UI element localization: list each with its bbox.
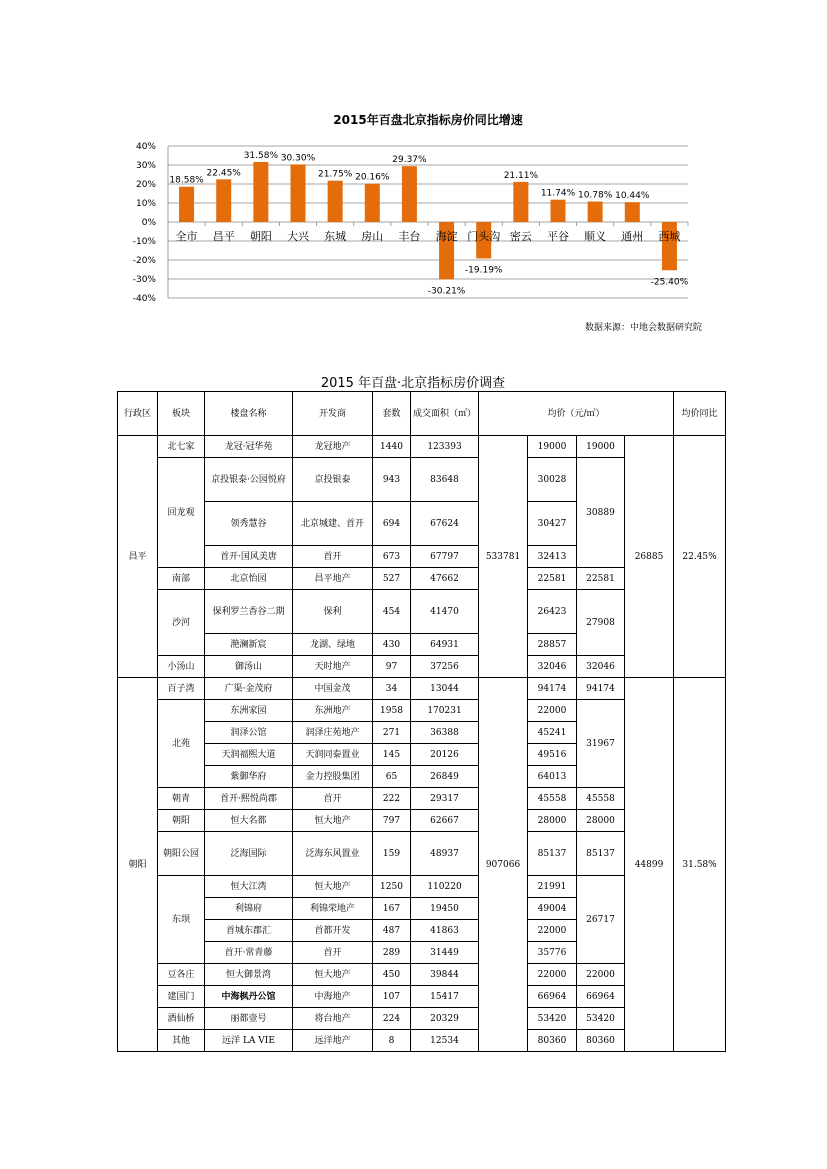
data-label: 21.75% (317, 169, 353, 180)
price-cell: 32413 (528, 546, 577, 568)
data-label: 21.11% (503, 170, 539, 181)
data-label: 10.78% (577, 190, 613, 201)
units-cell: 107 (373, 986, 411, 1008)
units-cell: 1958 (373, 700, 411, 722)
project-cell: 首开·熙悦尚郡 (205, 788, 293, 810)
units-cell: 430 (373, 634, 411, 656)
units-cell: 673 (373, 546, 411, 568)
bar (179, 187, 194, 222)
project-cell: 恒大御景湾 (205, 964, 293, 986)
project-cell: 龙冠·冠华苑 (205, 436, 293, 458)
area-cell: 20329 (411, 1008, 479, 1030)
header-price: 均价（元/㎡） (479, 392, 674, 436)
block-cell: 百子湾 (158, 678, 205, 700)
project-cell: 天润福熙大道 (205, 744, 293, 766)
developer-cell: 润泽庄苑地产 (293, 722, 373, 744)
units-cell: 8 (373, 1030, 411, 1052)
block-cell: 回龙观 (158, 458, 205, 568)
price-cell: 80360 (528, 1030, 577, 1052)
district-avg-cell: 44899 (625, 678, 674, 1052)
block-cell: 南部 (158, 568, 205, 590)
area-cell: 64931 (411, 634, 479, 656)
block-cell: 沙河 (158, 590, 205, 656)
block-cell: 其他 (158, 1030, 205, 1052)
developer-cell: 金力控股集团 (293, 766, 373, 788)
block-avg-cell: 66964 (577, 986, 625, 1008)
y-tick-label: -20% (132, 256, 156, 266)
project-cell: 首城东郡汇 (205, 920, 293, 942)
price-cell: 28000 (528, 810, 577, 832)
units-cell: 450 (373, 964, 411, 986)
area-cell: 26849 (411, 766, 479, 788)
units-cell: 34 (373, 678, 411, 700)
project-cell: 保利罗兰香谷二期 (205, 590, 293, 634)
data-label: 31.58% (243, 150, 279, 161)
developer-cell: 远洋地产 (293, 1030, 373, 1052)
yoy-cell: 31.58% (674, 678, 726, 1052)
category-label: 海淀 (435, 230, 458, 243)
price-cell: 22000 (528, 700, 577, 722)
units-cell: 1440 (373, 436, 411, 458)
bar (216, 179, 231, 222)
price-cell: 64013 (528, 766, 577, 788)
block-avg-cell: 31967 (577, 700, 625, 788)
header-block: 板块 (158, 392, 205, 436)
price-cell: 30427 (528, 502, 577, 546)
bar (402, 166, 417, 222)
category-label: 房山 (361, 230, 384, 243)
price-cell: 53420 (528, 1008, 577, 1030)
category-label: 昌平 (212, 230, 235, 243)
area-cell: 31449 (411, 942, 479, 964)
category-label: 通州 (621, 230, 644, 243)
district-avg-cell: 26885 (625, 436, 674, 678)
category-label: 全市 (175, 230, 198, 243)
bar (513, 182, 528, 222)
category-label: 大兴 (287, 230, 309, 243)
price-survey-table (117, 391, 726, 1052)
block-cell: 北苑 (158, 700, 205, 788)
price-cell: 19000 (528, 436, 577, 458)
area-cell: 13044 (411, 678, 479, 700)
developer-cell: 保利 (293, 590, 373, 634)
price-cell: 28857 (528, 634, 577, 656)
price-cell: 35776 (528, 942, 577, 964)
project-cell: 泛海国际 (205, 832, 293, 876)
developer-cell: 中国金茂 (293, 678, 373, 700)
project-cell: 恒大名都 (205, 810, 293, 832)
project-cell: 润泽公馆 (205, 722, 293, 744)
block-avg-cell: 30889 (577, 458, 625, 568)
developer-cell: 天润同泰置业 (293, 744, 373, 766)
developer-cell: 京投银泰 (293, 458, 373, 502)
units-cell: 65 (373, 766, 411, 788)
developer-cell: 龙冠地产 (293, 436, 373, 458)
developer-cell: 恒大地产 (293, 876, 373, 898)
project-cell: 恒大江湾 (205, 876, 293, 898)
project-cell: 远洋 LA VIE (205, 1030, 293, 1052)
developer-cell: 首开 (293, 942, 373, 964)
project-cell: 紫御华府 (205, 766, 293, 788)
y-tick-label: -10% (132, 237, 156, 247)
units-cell: 289 (373, 942, 411, 964)
data-label: 22.45% (206, 168, 241, 179)
units-cell: 271 (373, 722, 411, 744)
price-cell: 22000 (528, 920, 577, 942)
project-cell: 中海枫丹公馆 (205, 986, 293, 1008)
units-cell: 943 (373, 458, 411, 502)
table-row (118, 436, 726, 458)
y-tick-label: -40% (132, 294, 156, 304)
area-cell: 62667 (411, 810, 479, 832)
header-row (118, 392, 726, 436)
units-cell: 527 (373, 568, 411, 590)
area-cell: 123393 (411, 436, 479, 458)
price-cell: 22000 (528, 964, 577, 986)
developer-cell: 泛海东风置业 (293, 832, 373, 876)
total-area-cell: 907066 (479, 678, 528, 1052)
area-cell: 12534 (411, 1030, 479, 1052)
y-tick-label: 40% (135, 142, 156, 152)
y-tick-label: 0% (141, 218, 156, 228)
category-label: 平谷 (547, 230, 569, 243)
yoy-cell: 22.45% (674, 436, 726, 678)
developer-cell: 龙湖、绿地 (293, 634, 373, 656)
bar (365, 184, 380, 222)
data-label: 10.44% (615, 191, 650, 202)
project-cell: 御汤山 (205, 656, 293, 678)
block-cell: 小汤山 (158, 656, 205, 678)
units-cell: 797 (373, 810, 411, 832)
data-source-note: 数据来源：中地会数据研究院 (584, 323, 702, 333)
price-cell: 45241 (528, 722, 577, 744)
project-cell: 东洲家园 (205, 700, 293, 722)
y-tick-label: -30% (132, 275, 156, 285)
area-cell: 170231 (411, 700, 479, 722)
area-cell: 110220 (411, 876, 479, 898)
units-cell: 222 (373, 788, 411, 810)
developer-cell: 天时地产 (293, 656, 373, 678)
block-avg-cell: 28000 (577, 810, 625, 832)
data-label: -19.19% (464, 265, 503, 276)
area-cell: 83648 (411, 458, 479, 502)
block-avg-cell: 53420 (577, 1008, 625, 1030)
block-avg-cell: 27908 (577, 590, 625, 656)
developer-cell: 北京城建、首开 (293, 502, 373, 546)
developer-cell: 昌平地产 (293, 568, 373, 590)
growth-chart (128, 100, 708, 340)
block-cell: 朝阳公园 (158, 832, 205, 876)
bar (253, 162, 268, 222)
y-tick-label: 20% (135, 180, 156, 190)
total-area-cell: 533781 (479, 436, 528, 678)
category-label: 顺义 (584, 230, 607, 243)
units-cell: 224 (373, 1008, 411, 1030)
block-cell: 东坝 (158, 876, 205, 964)
area-cell: 67624 (411, 502, 479, 546)
district-cell: 昌平 (118, 436, 158, 678)
table-body (118, 436, 726, 1052)
bar (291, 164, 306, 222)
project-cell: 首开·国风美唐 (205, 546, 293, 568)
developer-cell: 恒大地产 (293, 964, 373, 986)
price-cell: 32046 (528, 656, 577, 678)
units-cell: 487 (373, 920, 411, 942)
project-cell: 滟澜新宸 (205, 634, 293, 656)
units-cell: 694 (373, 502, 411, 546)
price-cell: 45558 (528, 788, 577, 810)
data-label: 18.58% (169, 175, 204, 186)
header-yoy: 均价同比 (674, 392, 726, 436)
developer-cell: 恒大地产 (293, 810, 373, 832)
header-area: 成交面积（㎡） (411, 392, 479, 436)
project-cell: 北京怡园 (205, 568, 293, 590)
block-avg-cell: 45558 (577, 788, 625, 810)
table-row (118, 678, 726, 700)
bar (625, 202, 640, 222)
header-district: 行政区 (118, 392, 158, 436)
data-label: 20.16% (355, 172, 390, 183)
block-avg-cell: 19000 (577, 436, 625, 458)
category-label: 密云 (509, 230, 532, 243)
area-cell: 39844 (411, 964, 479, 986)
block-cell: 北七家 (158, 436, 205, 458)
y-tick-label: 10% (135, 199, 156, 209)
category-label: 朝阳 (249, 230, 272, 243)
units-cell: 454 (373, 590, 411, 634)
data-label: -25.40% (650, 277, 689, 288)
block-avg-cell: 22581 (577, 568, 625, 590)
header-project: 楼盘名称 (205, 392, 293, 436)
data-label: 29.37% (392, 155, 427, 166)
project-cell: 领秀慧谷 (205, 502, 293, 546)
developer-cell: 将台地产 (293, 1008, 373, 1030)
block-cell: 豆各庄 (158, 964, 205, 986)
units-cell: 1250 (373, 876, 411, 898)
area-cell: 20126 (411, 744, 479, 766)
price-cell: 85137 (528, 832, 577, 876)
block-cell: 建国门 (158, 986, 205, 1008)
developer-cell: 中海地产 (293, 986, 373, 1008)
units-cell: 97 (373, 656, 411, 678)
area-cell: 48937 (411, 832, 479, 876)
units-cell: 145 (373, 744, 411, 766)
block-avg-cell: 32046 (577, 656, 625, 678)
area-cell: 36388 (411, 722, 479, 744)
area-cell: 47662 (411, 568, 479, 590)
developer-cell: 利锦荣地产 (293, 898, 373, 920)
developer-cell: 首开 (293, 546, 373, 568)
district-cell: 朝阳 (118, 678, 158, 1052)
units-cell: 159 (373, 832, 411, 876)
category-label: 东城 (324, 230, 347, 243)
price-cell: 22581 (528, 568, 577, 590)
project-cell: 京投银泰·公园悦府 (205, 458, 293, 502)
area-cell: 15417 (411, 986, 479, 1008)
project-cell: 首开·常青藤 (205, 942, 293, 964)
price-cell: 49516 (528, 744, 577, 766)
price-cell: 94174 (528, 678, 577, 700)
developer-cell: 东洲地产 (293, 700, 373, 722)
block-cell: 朝阳 (158, 810, 205, 832)
bar (551, 200, 566, 222)
data-label: 11.74% (540, 188, 576, 199)
area-cell: 41470 (411, 590, 479, 634)
block-avg-cell: 80360 (577, 1030, 625, 1052)
bar (588, 202, 603, 222)
data-label: -30.21% (427, 286, 466, 297)
project-cell: 丽都壹号 (205, 1008, 293, 1030)
area-cell: 29317 (411, 788, 479, 810)
area-cell: 19450 (411, 898, 479, 920)
project-cell: 利锦府 (205, 898, 293, 920)
bar (328, 181, 343, 222)
area-cell: 37256 (411, 656, 479, 678)
header-units: 套数 (373, 392, 411, 436)
y-tick-label: 30% (135, 161, 156, 171)
area-cell: 41863 (411, 920, 479, 942)
area-cell: 67797 (411, 546, 479, 568)
category-label: 门头沟 (467, 230, 501, 243)
project-cell: 广渠·金茂府 (205, 678, 293, 700)
block-avg-cell: 22000 (577, 964, 625, 986)
category-label: 丰台 (398, 230, 421, 243)
header-developer: 开发商 (293, 392, 373, 436)
block-cell: 酒仙桥 (158, 1008, 205, 1030)
block-avg-cell: 26717 (577, 876, 625, 964)
price-cell: 21991 (528, 876, 577, 898)
price-cell: 30028 (528, 458, 577, 502)
price-cell: 26423 (528, 590, 577, 634)
developer-cell: 首都开发 (293, 920, 373, 942)
data-label: 30.30% (280, 153, 316, 164)
units-cell: 167 (373, 898, 411, 920)
table-title: 2015 年百盘·北京指标房价调查 (320, 376, 506, 391)
block-avg-cell: 94174 (577, 678, 625, 700)
chart-title: 2015年百盘北京指标房价同比增速 (333, 113, 523, 127)
block-cell: 朝青 (158, 788, 205, 810)
developer-cell: 首开 (293, 788, 373, 810)
block-avg-cell: 85137 (577, 832, 625, 876)
category-label: 西城 (658, 230, 681, 243)
price-cell: 49004 (528, 898, 577, 920)
price-cell: 66964 (528, 986, 577, 1008)
bar-chart-svg (128, 100, 708, 340)
